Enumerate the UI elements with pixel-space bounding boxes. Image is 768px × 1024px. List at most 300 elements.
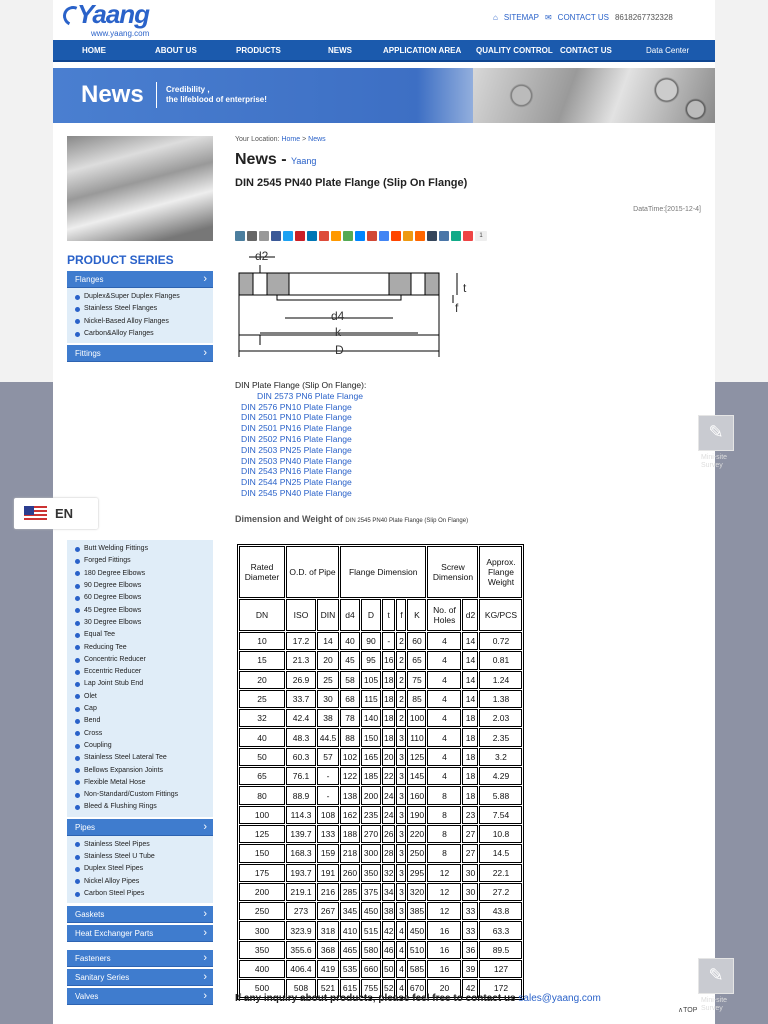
table-cell: 39 (462, 960, 478, 978)
table-cell: 4 (396, 921, 406, 939)
language-selector[interactable] (14, 498, 98, 529)
table-cell: 27.2 (479, 883, 522, 901)
share-evernote-icon[interactable] (343, 231, 353, 241)
table-cell: 172 (479, 979, 522, 997)
table-cell: 5.88 (479, 786, 522, 804)
table-cell: 105 (361, 671, 381, 689)
table-cell: 27 (462, 825, 478, 843)
table-cell: 14 (462, 632, 478, 650)
table-cell: 100 (407, 709, 426, 727)
category-sanitary[interactable]: Sanitary Series › (67, 969, 213, 986)
sidebar-link[interactable]: Nickel Alloy Pipes (75, 876, 213, 888)
table-cell: 419 (317, 960, 339, 978)
table-cell: 18 (382, 671, 395, 689)
table-cell: 200 (361, 786, 381, 804)
table-cell: 218 (340, 844, 360, 862)
table-cell: 1.38 (479, 690, 522, 708)
sidebar-link[interactable]: Stainless Steel Pipes (75, 839, 213, 851)
table-cell: 122 (340, 767, 360, 785)
table-cell: - (317, 786, 339, 804)
table-cell: 14 (462, 651, 478, 669)
subheader-cell: D (361, 599, 381, 631)
survey-label-2 (701, 997, 727, 1013)
table-cell: 12 (427, 883, 461, 901)
article-datetime: DataTime:[2015-12-4] (633, 206, 701, 213)
sidebar-link[interactable]: 45 Degree Elbows (75, 605, 213, 617)
din-link[interactable]: DIN 2576 PN10 Plate Flange (241, 401, 352, 412)
table-header-row (239, 546, 522, 598)
table-cell: 14 (462, 671, 478, 689)
share-email-icon[interactable] (247, 231, 257, 241)
table-cell: 200 (239, 883, 285, 901)
subheader-cell: K (407, 599, 426, 631)
table-cell: 508 (286, 979, 316, 997)
din-links (235, 380, 366, 499)
sidebar-link[interactable]: Carbon&Alloy Flanges (75, 328, 213, 340)
table-cell: 25 (239, 690, 285, 708)
table-cell: 75 (407, 671, 426, 689)
share-blogger-icon[interactable] (331, 231, 341, 241)
table-cell: 250 (239, 902, 285, 920)
table-cell: 125 (407, 748, 426, 766)
table-cell: 270 (361, 825, 381, 843)
dimension-weight-heading (235, 514, 468, 524)
sidebar-link[interactable]: Forged Fittings (75, 555, 213, 567)
table-cell: 16 (427, 941, 461, 959)
table-cell: 127 (479, 960, 522, 978)
table-cell: 3 (396, 864, 406, 882)
table-cell: 88.9 (286, 786, 316, 804)
table-cell: 3 (396, 825, 406, 843)
table-cell: 89.5 (479, 941, 522, 959)
table-cell: 22.1 (479, 864, 522, 882)
din-link[interactable]: DIN 2503 PN40 Plate Flange (241, 455, 352, 466)
banner-tagline (166, 85, 267, 105)
sidebar-link[interactable]: Reducing Tee (75, 642, 213, 654)
table-cell: 585 (407, 960, 426, 978)
breadcrumb-label: Your Location: (235, 136, 280, 143)
table-cell: 57 (317, 748, 339, 766)
share-linkedin-icon[interactable] (307, 231, 317, 241)
share-gmail-icon[interactable] (367, 231, 377, 241)
table-cell: 18 (462, 767, 478, 785)
category-fittings[interactable]: Fittings › (67, 345, 213, 362)
sidebar-link[interactable]: Bellows Expansion Joints (75, 765, 213, 777)
survey-label-line: Mini-site (701, 454, 728, 461)
share-vk-icon[interactable] (439, 231, 449, 241)
sidebar-link[interactable]: Cap (75, 703, 213, 715)
table-cell: 660 (361, 960, 381, 978)
table-cell: 17.2 (286, 632, 316, 650)
table-cell: 4 (427, 748, 461, 766)
table-cell: 115 (361, 690, 381, 708)
din-link[interactable]: DIN 2503 PN25 Plate Flange (241, 444, 352, 455)
table-cell: 2.03 (479, 709, 522, 727)
label-d2: d2 (255, 249, 269, 263)
table-cell: 48.3 (286, 728, 316, 746)
banner-pipes-image (473, 68, 715, 123)
label-D: D (335, 343, 344, 357)
sidebar-link[interactable]: Bend (75, 715, 213, 727)
survey-icon: ✎ (708, 965, 724, 985)
main-nav (53, 40, 715, 62)
table-row (239, 864, 522, 882)
table-cell: 46 (382, 941, 395, 959)
sitemap-link[interactable]: SITEMAP (503, 13, 539, 22)
sidebar-link[interactable]: Concentric Reducer (75, 654, 213, 666)
table-cell: 500 (239, 979, 285, 997)
table-cell: 114.3 (286, 806, 316, 824)
sidebar-link[interactable]: Coupling (75, 740, 213, 752)
nav-news[interactable]: NEWS (328, 46, 352, 55)
table-cell: 4 (396, 979, 406, 997)
survey-widget-1[interactable] (698, 415, 734, 451)
table-cell: 20 (317, 651, 339, 669)
table-cell: 102 (340, 748, 360, 766)
table-cell: 50 (239, 748, 285, 766)
table-cell: 33.7 (286, 690, 316, 708)
table-cell: 60.3 (286, 748, 316, 766)
nav-contact[interactable]: CONTACT US (560, 46, 612, 55)
table-row (239, 728, 522, 746)
breadcrumb (235, 136, 705, 143)
share-google-icon[interactable] (379, 231, 389, 241)
label-f: f (455, 301, 459, 315)
sidebar-link[interactable]: Non-Standard/Custom Fittings (75, 789, 213, 801)
main-content (235, 136, 705, 1004)
share-twitter-icon[interactable] (283, 231, 293, 241)
table-cell: 10.8 (479, 825, 522, 843)
sidebar-link[interactable]: Cross (75, 728, 213, 740)
breadcrumb-home[interactable]: Home (281, 136, 301, 143)
table-cell: 191 (317, 864, 339, 882)
table-cell: 2 (396, 651, 406, 669)
table-row (239, 960, 522, 978)
dw-subtitle: DIN 2545 PN40 Plate Flange (Slip On Flange) (345, 518, 469, 524)
table-cell: 3 (396, 786, 406, 804)
header-od: O.D. of Pipe (286, 546, 339, 598)
table-cell: 4 (396, 941, 406, 959)
inquiry-text: If any inquiry about products, please feel free to contact us (235, 993, 516, 1004)
share-weibo-icon[interactable] (319, 231, 329, 241)
table-cell: 60 (407, 632, 426, 650)
flange-cross-section (235, 245, 475, 375)
table-cell: 168.3 (286, 844, 316, 862)
table-cell: 125 (239, 825, 285, 843)
table-cell: 3 (396, 806, 406, 824)
table-cell: 4 (427, 651, 461, 669)
survey-widget-2[interactable] (698, 958, 734, 994)
table-cell: 521 (317, 979, 339, 997)
din-link[interactable]: DIN 2543 PN16 Plate Flange (241, 466, 352, 477)
subheader-cell: d2 (462, 599, 478, 631)
label-k: k (335, 325, 341, 339)
share-xing-icon[interactable] (451, 231, 461, 241)
dimension-table (237, 544, 524, 1000)
table-cell: 44.5 (317, 728, 339, 746)
table-cell: 33 (462, 902, 478, 920)
flanges-list (67, 288, 213, 343)
table-cell: 350 (239, 941, 285, 959)
table-row (239, 786, 522, 804)
share-mix-icon[interactable] (403, 231, 413, 241)
table-row (239, 902, 522, 920)
table-cell: 30 (462, 864, 478, 882)
table-cell: 63.3 (479, 921, 522, 939)
news-banner (53, 68, 715, 123)
page-container (53, 0, 715, 1024)
sidebar-link[interactable]: 60 Degree Elbows (75, 592, 213, 604)
table-cell: 12 (427, 864, 461, 882)
sidebar-link[interactable]: Duplex&Super Duplex Flanges (75, 291, 213, 303)
sidebar-link[interactable]: Nickel-Based Alloy Flanges (75, 316, 213, 328)
table-cell: 140 (361, 709, 381, 727)
nav-application[interactable]: APPLICATION AREA (383, 46, 462, 55)
sidebar-link[interactable]: Stainless Steel Lateral Tee (75, 752, 213, 764)
category-valves[interactable]: Valves › (67, 988, 213, 1005)
table-cell: 14 (317, 632, 339, 650)
table-cell: 410 (340, 921, 360, 939)
table-row (239, 883, 522, 901)
table-cell: 2 (396, 690, 406, 708)
table-row (239, 748, 522, 766)
table-cell: 58 (340, 671, 360, 689)
subheader-cell: DN (239, 599, 285, 631)
table-cell: 32 (239, 709, 285, 727)
inquiry-email-link[interactable]: sales@yaang.com (518, 993, 601, 1004)
share-print-icon[interactable] (235, 231, 245, 241)
din-link[interactable]: DIN 2545 PN40 Plate Flange (241, 487, 352, 498)
table-cell: 4 (427, 709, 461, 727)
table-cell: 385 (407, 902, 426, 920)
sidebar-link[interactable]: 30 Degree Elbows (75, 617, 213, 629)
table-cell: 3 (396, 883, 406, 901)
share-stumble-icon[interactable] (415, 231, 425, 241)
share-tumblr-icon[interactable] (427, 231, 437, 241)
share-bookmark-icon[interactable] (259, 231, 269, 241)
nav-quality[interactable]: QUALITY CONTROL (476, 46, 553, 55)
din-link[interactable]: DIN 2501 PN16 Plate Flange (241, 423, 352, 434)
nav-about[interactable]: ABOUT US (155, 46, 197, 55)
share-facebook-icon[interactable] (271, 231, 281, 241)
category-pipes[interactable]: Pipes › (67, 819, 213, 836)
table-body (239, 632, 522, 998)
table-row (239, 941, 522, 959)
table-row (239, 671, 522, 689)
sidebar-link[interactable]: 90 Degree Elbows (75, 580, 213, 592)
table-cell: 76.1 (286, 767, 316, 785)
sidebar-link[interactable]: Stainless Steel Flanges (75, 303, 213, 315)
subheader-cell: d4 (340, 599, 360, 631)
sidebar-link[interactable]: Equal Tee (75, 629, 213, 641)
table-cell: 2 (396, 709, 406, 727)
table-cell: 18 (462, 748, 478, 766)
logo[interactable] (63, 2, 173, 38)
table-cell: 68 (340, 690, 360, 708)
news-heading-link[interactable]: Yaang (291, 156, 317, 166)
table-cell: 300 (361, 844, 381, 862)
table-cell: 40 (239, 728, 285, 746)
table-cell: 3 (396, 748, 406, 766)
table-cell: 2.35 (479, 728, 522, 746)
sidebar-link[interactable]: Carbon Steel Pipes (75, 888, 213, 900)
table-cell: 250 (407, 844, 426, 862)
table-cell: 38 (382, 902, 395, 920)
sidebar-link[interactable]: Stainless Steel U Tube (75, 851, 213, 863)
table-cell: 24 (382, 806, 395, 824)
mail-icon: ✉ (544, 13, 552, 22)
survey-label-line: Mini-site (701, 997, 728, 1004)
table-cell: 42.4 (286, 709, 316, 727)
table-cell: 43.8 (479, 902, 522, 920)
nav-data-center[interactable]: Data Center (646, 46, 690, 55)
back-to-top-link[interactable]: ∧TOP (678, 1007, 698, 1014)
table-cell: 755 (361, 979, 381, 997)
table-cell: 220 (407, 825, 426, 843)
table-row (239, 651, 522, 669)
table-cell: 38 (317, 709, 339, 727)
table-cell: 18 (382, 709, 395, 727)
share-reddit-icon[interactable] (391, 231, 401, 241)
din-link[interactable]: DIN 2573 PN6 Plate Flange (257, 390, 364, 401)
table-cell: 375 (361, 883, 381, 901)
table-cell: 368 (317, 941, 339, 959)
dw-title: Dimension and Weight of (235, 514, 343, 524)
table-cell: 465 (340, 941, 360, 959)
table-cell: 4 (427, 767, 461, 785)
table-cell: 18 (382, 728, 395, 746)
table-cell: 2 (396, 632, 406, 650)
table-row (239, 844, 522, 862)
table-cell: 8 (427, 844, 461, 862)
table-cell: 15 (239, 651, 285, 669)
share-pinterest-icon[interactable] (295, 231, 305, 241)
table-cell: 78 (340, 709, 360, 727)
din-link[interactable]: DIN 2502 PN16 Plate Flange (241, 433, 352, 444)
table-cell: 40 (340, 632, 360, 650)
table-cell: 150 (239, 844, 285, 862)
table-row (239, 825, 522, 843)
table-cell: 400 (239, 960, 285, 978)
sidebar-link[interactable]: Butt Welding Fittings (75, 543, 213, 555)
table-cell: 80 (239, 786, 285, 804)
category-heat-exchanger[interactable]: Heat Exchanger Parts › (67, 925, 213, 942)
table-cell: 515 (361, 921, 381, 939)
sidebar-link[interactable]: 180 Degree Elbows (75, 568, 213, 580)
table-cell: 3 (396, 844, 406, 862)
table-cell: 323.9 (286, 921, 316, 939)
flange-drawing (235, 245, 475, 375)
table-cell: 4 (396, 960, 406, 978)
table-cell: 295 (407, 864, 426, 882)
table-cell: 22 (382, 767, 395, 785)
table-cell: 139.7 (286, 825, 316, 843)
logo-text: Yaang (77, 0, 150, 29)
table-cell: 160 (407, 786, 426, 804)
table-cell: 159 (317, 844, 339, 862)
table-cell: 4 (427, 632, 461, 650)
label-t: t (463, 281, 467, 295)
table-cell: 165 (361, 748, 381, 766)
din-link[interactable]: DIN 2501 PN10 Plate Flange (241, 412, 352, 423)
us-flag-icon (24, 506, 47, 522)
subheader-cell: f (396, 599, 406, 631)
subheader-cell: DIN (317, 599, 339, 631)
logo-url: www.yaang.com (91, 29, 150, 38)
header-rated: Rated Diameter (239, 546, 285, 598)
share-count: 1 (475, 231, 487, 241)
sidebar-link[interactable]: Flexible Metal Hose (75, 777, 213, 789)
category-gaskets[interactable]: Gaskets › (67, 906, 213, 923)
tagline-line-1: Credibility , (166, 85, 210, 94)
din-link[interactable]: DIN 2544 PN25 Plate Flange (241, 477, 352, 488)
table-cell: 3 (396, 728, 406, 746)
table-cell: 4 (427, 728, 461, 746)
category-fasteners[interactable]: Fasteners › (67, 950, 213, 967)
survey-label-line: Survey (701, 1005, 723, 1012)
table-cell: 535 (340, 960, 360, 978)
table-cell: 510 (407, 941, 426, 959)
sidebar-link[interactable]: Eccentric Reducer (75, 666, 213, 678)
subheader-cell: KG/PCS (479, 599, 522, 631)
table-row (239, 690, 522, 708)
survey-label-1 (701, 454, 727, 470)
sidebar-link[interactable]: Olet (75, 691, 213, 703)
table-cell: 42 (382, 921, 395, 939)
share-qq-icon[interactable] (355, 231, 365, 241)
sidebar-link[interactable]: Duplex Steel Pipes (75, 863, 213, 875)
sitemap-icon: ⌂ (493, 13, 498, 22)
banner-divider (156, 82, 157, 108)
table-cell: 18 (462, 728, 478, 746)
table-cell: 216 (317, 883, 339, 901)
table-cell: 33 (462, 921, 478, 939)
table-cell: 90 (361, 632, 381, 650)
article-title: DIN 2545 PN40 Plate Flange (Slip On Flange) (235, 177, 468, 189)
table-cell: 3 (396, 902, 406, 920)
table-cell: 670 (407, 979, 426, 997)
contact-link[interactable]: CONTACT US (557, 13, 609, 22)
header-screw: Screw Dimension (427, 546, 478, 598)
table-cell: 28 (382, 844, 395, 862)
table-cell: 25 (317, 671, 339, 689)
table-cell: 36 (462, 941, 478, 959)
nav-home[interactable]: HOME (82, 46, 106, 55)
nav-products[interactable]: PRODUCTS (236, 46, 281, 55)
sidebar-link[interactable]: Bleed & Flushing Rings (75, 801, 213, 813)
table-cell: 14 (462, 690, 478, 708)
table-row (239, 709, 522, 727)
table-cell: 175 (239, 864, 285, 882)
table-cell: 235 (361, 806, 381, 824)
breadcrumb-news[interactable]: News (308, 136, 326, 143)
subheader-cell: t (382, 599, 395, 631)
table-cell: 188 (340, 825, 360, 843)
table-cell: 162 (340, 806, 360, 824)
sidebar-link[interactable]: Lap Joint Stub End (75, 678, 213, 690)
table-cell: 20 (382, 748, 395, 766)
share-plus-icon[interactable] (463, 231, 473, 241)
table-row (239, 921, 522, 939)
table-cell: 0.81 (479, 651, 522, 669)
table-cell: 30 (317, 690, 339, 708)
category-flanges[interactable]: Flanges › (67, 271, 213, 288)
table-cell: 219.1 (286, 883, 316, 901)
table-cell: 42 (462, 979, 478, 997)
table-cell: 580 (361, 941, 381, 959)
table-cell: 30 (462, 883, 478, 901)
table-cell: 145 (407, 767, 426, 785)
